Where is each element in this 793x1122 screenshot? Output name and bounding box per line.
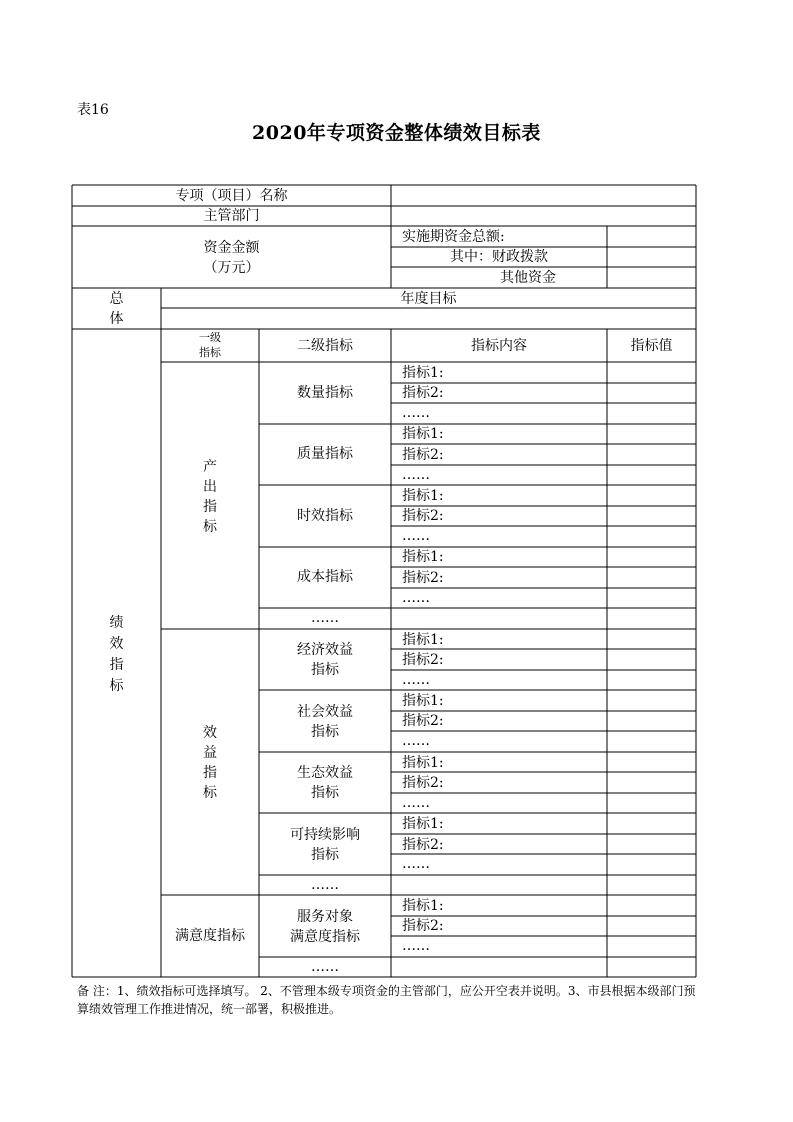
service-satisfaction-label-2: 满意度指标 (290, 929, 360, 945)
perf-indicator-char: 效 (109, 636, 124, 652)
satisfaction-indicator-label: 满意度指标 (175, 928, 245, 944)
quality-indicator-label: 质量指标 (297, 446, 353, 462)
indicator-2-label: 指标2: (402, 837, 444, 853)
indicator-1-label: 指标1: (402, 816, 444, 832)
indicator-2-label: 指标2: (402, 447, 444, 463)
dept-label: 主管部门 (203, 208, 260, 224)
footnote: 备 注：1、绩效指标可选择填写。 2、不管理本级专项资金的主管部门，应公开空表并说明。3、市县根据本级部门预算绩效管理工作推进情况，统一部署，积极推进。 (77, 984, 696, 1016)
total-fund-label: 实施期资金总额: (402, 229, 505, 245)
indicator-2-label: 指标2: (402, 775, 444, 791)
fund-unit-label: （万元） (203, 260, 260, 276)
indicator-1-label: 指标1: (402, 898, 444, 914)
sustainability-label: 可持续影响 (290, 827, 360, 843)
benefit-more-label: …… (311, 877, 339, 893)
indicator-2-label: 指标2: (402, 713, 444, 729)
indicator-more-label: …… (402, 528, 430, 544)
eco-benefit-label-2: 指标 (311, 785, 339, 801)
perf-indicator-char: 指 (109, 657, 124, 673)
social-benefit-label: 社会效益 (297, 704, 353, 720)
fund-amount-label: 资金金额 (203, 240, 260, 256)
indicator-1-label: 指标1: (402, 549, 444, 565)
indicator-more-label: …… (402, 938, 430, 954)
service-satisfaction-label: 服务对象 (297, 909, 353, 925)
output-indicator-char: 出 (203, 479, 217, 495)
level2-header: 二级指标 (297, 338, 353, 354)
indicator-1-label: 指标1: (402, 632, 444, 648)
indicator-2-label: 指标2: (402, 652, 444, 668)
timeliness-indicator-label: 时效指标 (297, 508, 353, 524)
level1-header-1: 一级 (199, 331, 221, 344)
perf-indicator-char: 绩 (109, 615, 124, 631)
other-fund-label: 其他资金 (500, 270, 556, 286)
indicator-1-label: 指标1: (402, 488, 444, 504)
overall-label-1: 总 (109, 291, 124, 307)
indicator-more-label: …… (402, 672, 430, 688)
benefit-indicator-char: 效 (203, 725, 217, 741)
indicator-1-label: 指标1: (402, 755, 444, 771)
benefit-indicator-char: 益 (203, 745, 217, 761)
indicator-1-label: 指标1: (402, 426, 444, 442)
quantity-indicator-label: 数量指标 (297, 385, 353, 401)
level1-header-2: 指标 (199, 346, 221, 359)
annual-goal-label: 年度目标 (400, 291, 457, 307)
output-indicator-char: 标 (203, 519, 217, 535)
indicator-2-label: 指标2: (402, 918, 444, 934)
satisfaction-more-label: …… (311, 959, 339, 975)
economic-benefit-label-2: 指标 (311, 662, 339, 678)
output-more-label: …… (311, 610, 339, 626)
project-name-label: 专项（项目）名称 (175, 188, 288, 204)
indicator-1-label: 指标1: (402, 365, 444, 381)
indicator-2-label: 指标2: (402, 385, 444, 401)
indicator-1-label: 指标1: (402, 693, 444, 709)
indicator-more-label: …… (402, 467, 430, 483)
indicator-2-label: 指标2: (402, 570, 444, 586)
economic-benefit-label: 经济效益 (297, 642, 353, 658)
indicator-more-label: …… (402, 795, 430, 811)
social-benefit-label-2: 指标 (311, 724, 339, 740)
indicator-more-label: …… (402, 590, 430, 606)
output-indicator-char: 产 (203, 459, 217, 475)
indicator-more-label: …… (402, 856, 430, 872)
table-number: 表16 (77, 102, 109, 118)
content-header: 指标内容 (471, 338, 527, 354)
value-header: 指标值 (630, 338, 673, 354)
overall-label-2: 体 (109, 311, 124, 327)
page-title: 2020年专项资金整体绩效目标表 (252, 122, 541, 144)
sustainability-label-2: 指标 (311, 847, 339, 863)
output-indicator-char: 指 (203, 499, 217, 515)
benefit-indicator-char: 指 (203, 765, 217, 781)
eco-benefit-label: 生态效益 (297, 765, 353, 781)
benefit-indicator-char: 标 (203, 785, 217, 801)
perf-indicator-char: 标 (109, 678, 124, 694)
indicator-more-label: …… (402, 733, 430, 749)
indicator-2-label: 指标2: (402, 508, 444, 524)
fiscal-fund-label: 其中：财政拨款 (450, 249, 548, 265)
indicator-more-label: …… (402, 405, 430, 421)
cost-indicator-label: 成本指标 (297, 569, 353, 585)
